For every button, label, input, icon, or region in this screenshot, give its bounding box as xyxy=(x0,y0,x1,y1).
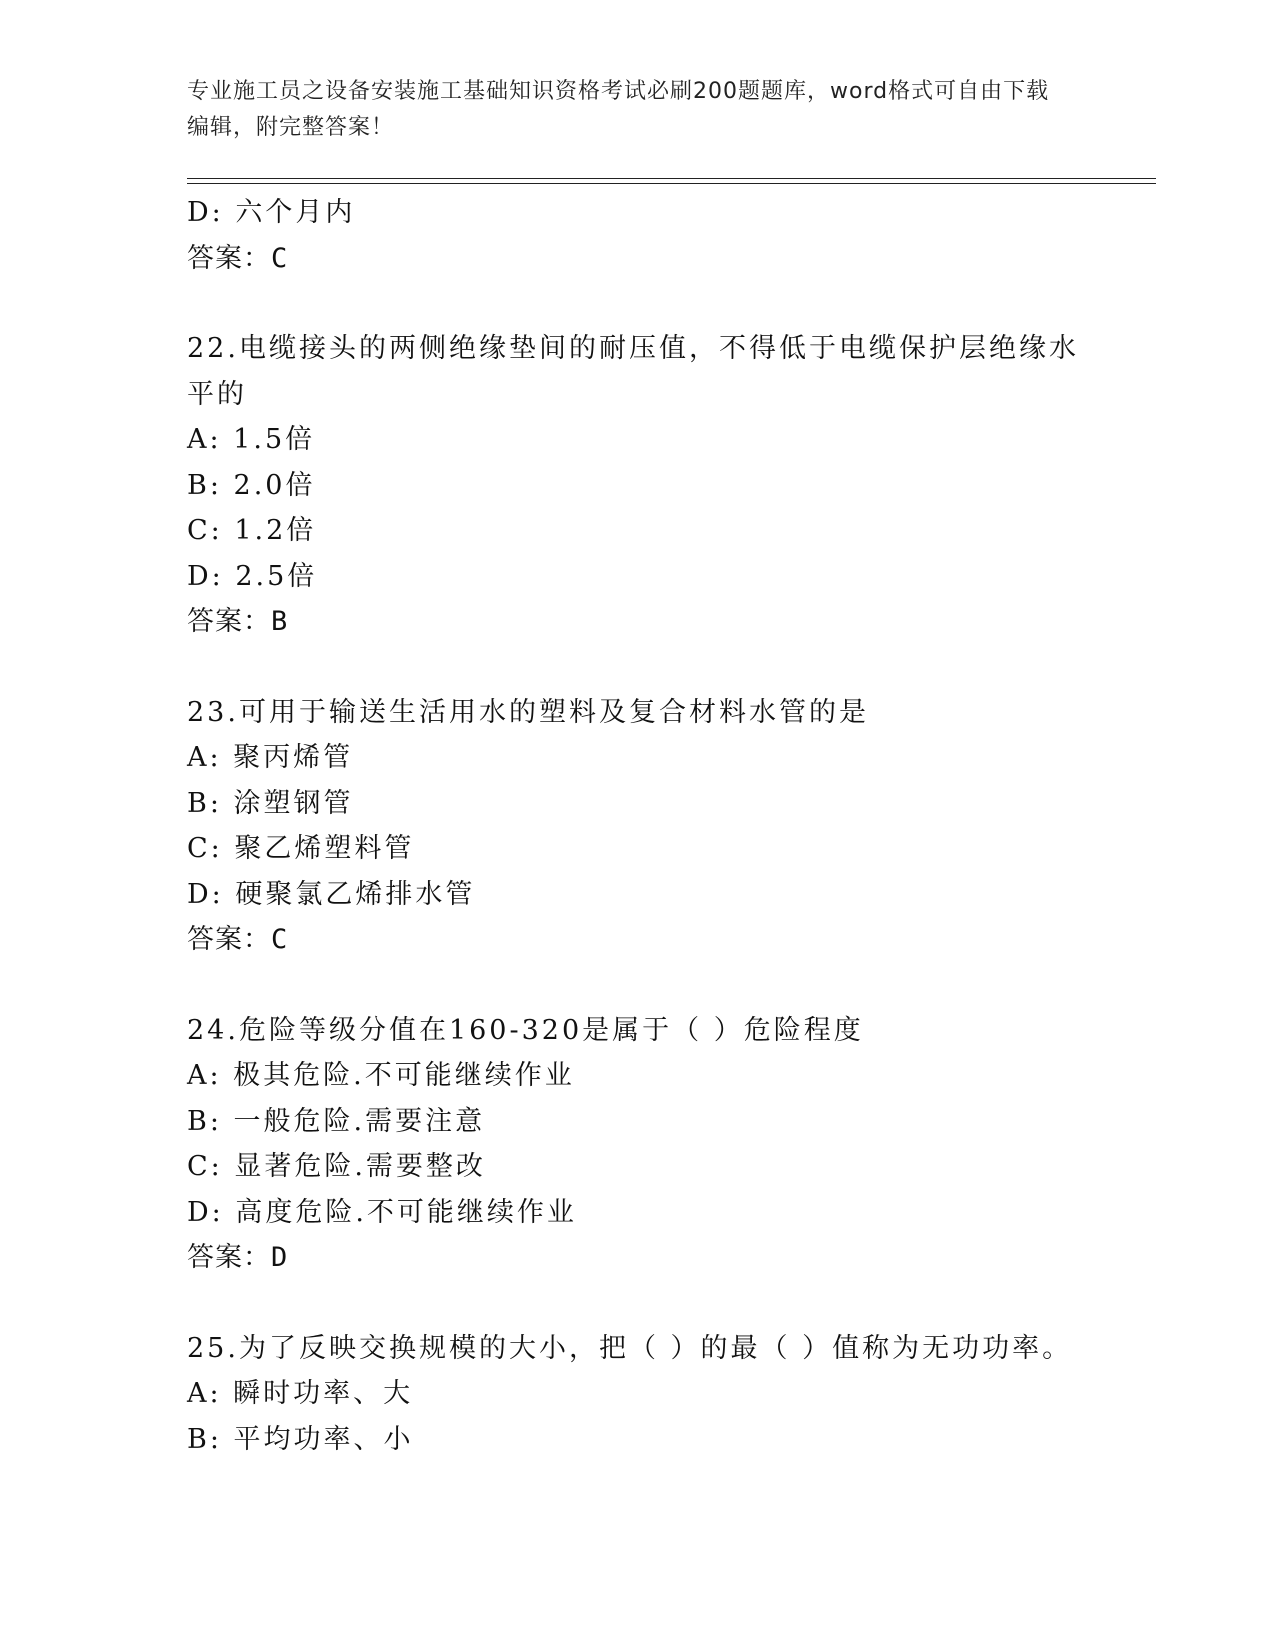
q24-stem: 24.危险等级分值在160-320是属于（ ）危险程度 xyxy=(187,1014,864,1046)
answer-key: C xyxy=(271,242,289,274)
document-header xyxy=(187,74,1067,146)
header-divider-top xyxy=(187,178,1156,179)
q22-option-c: C: 1.2倍 xyxy=(187,515,317,546)
q24-option-d: D: 高度危险.不可能继续作业 xyxy=(187,1196,577,1228)
q23-stem: 23.可用于输送生活用水的塑料及复合材料水管的是 xyxy=(187,696,869,728)
answer-label: 答案： xyxy=(187,606,271,637)
spacer xyxy=(187,645,1087,690)
q23-answer xyxy=(187,917,1087,963)
answer-label: 答案： xyxy=(187,242,271,274)
answer-label: 答案： xyxy=(187,1242,271,1273)
question-content xyxy=(187,190,1087,1462)
document-header-text: 专业施工员之设备安装施工基础知识资格考试必刷200题题库，word格式可自由下载编辑，附完整答案！ xyxy=(187,79,1050,140)
q23-option-b: B: 涂塑钢管 xyxy=(187,787,354,819)
q22-option-d: D: 2.5倍 xyxy=(187,560,318,592)
q23-option-d: D: 硬聚氯乙烯排水管 xyxy=(187,878,476,910)
answer-key: B xyxy=(271,606,289,637)
answer-key: D xyxy=(271,1242,289,1273)
spacer xyxy=(187,963,1087,1008)
q22-stem: 22.电缆接头的两侧绝缘垫间的耐压值，不得低于电缆保护层绝缘水平的 xyxy=(187,333,1079,410)
answer-label: 答案： xyxy=(187,924,271,955)
q25-stem: 25.为了反映交换规模的大小，把（ ）的最（ ）值称为无功功率。 xyxy=(187,1332,1073,1364)
q22-option-a: A: 1.5倍 xyxy=(187,424,316,455)
q24-option-c: C: 显著危险.需要整改 xyxy=(187,1151,486,1182)
q24-answer xyxy=(187,1235,1087,1281)
q24-option-a: A: 极其危险.不可能继续作业 xyxy=(187,1060,575,1091)
q23-option-c: C: 聚乙烯塑料管 xyxy=(187,833,415,864)
q21-answer xyxy=(187,236,1087,282)
q23-option-a: A: 聚丙烯管 xyxy=(187,742,354,773)
q22-option-b: B: 2.0倍 xyxy=(187,469,316,501)
q25-option-b: B: 平均功率、小 xyxy=(187,1423,414,1455)
spacer xyxy=(187,1281,1087,1326)
q24-option-b: B: 一般危险.需要注意 xyxy=(187,1105,486,1137)
answer-key: C xyxy=(271,924,289,955)
q21-option-d: D: 六个月内 xyxy=(187,197,356,228)
spacer xyxy=(187,281,1087,326)
header-divider-bottom xyxy=(187,183,1156,184)
q22-answer xyxy=(187,599,1087,645)
q25-option-a: A: 瞬时功率、大 xyxy=(187,1378,414,1409)
